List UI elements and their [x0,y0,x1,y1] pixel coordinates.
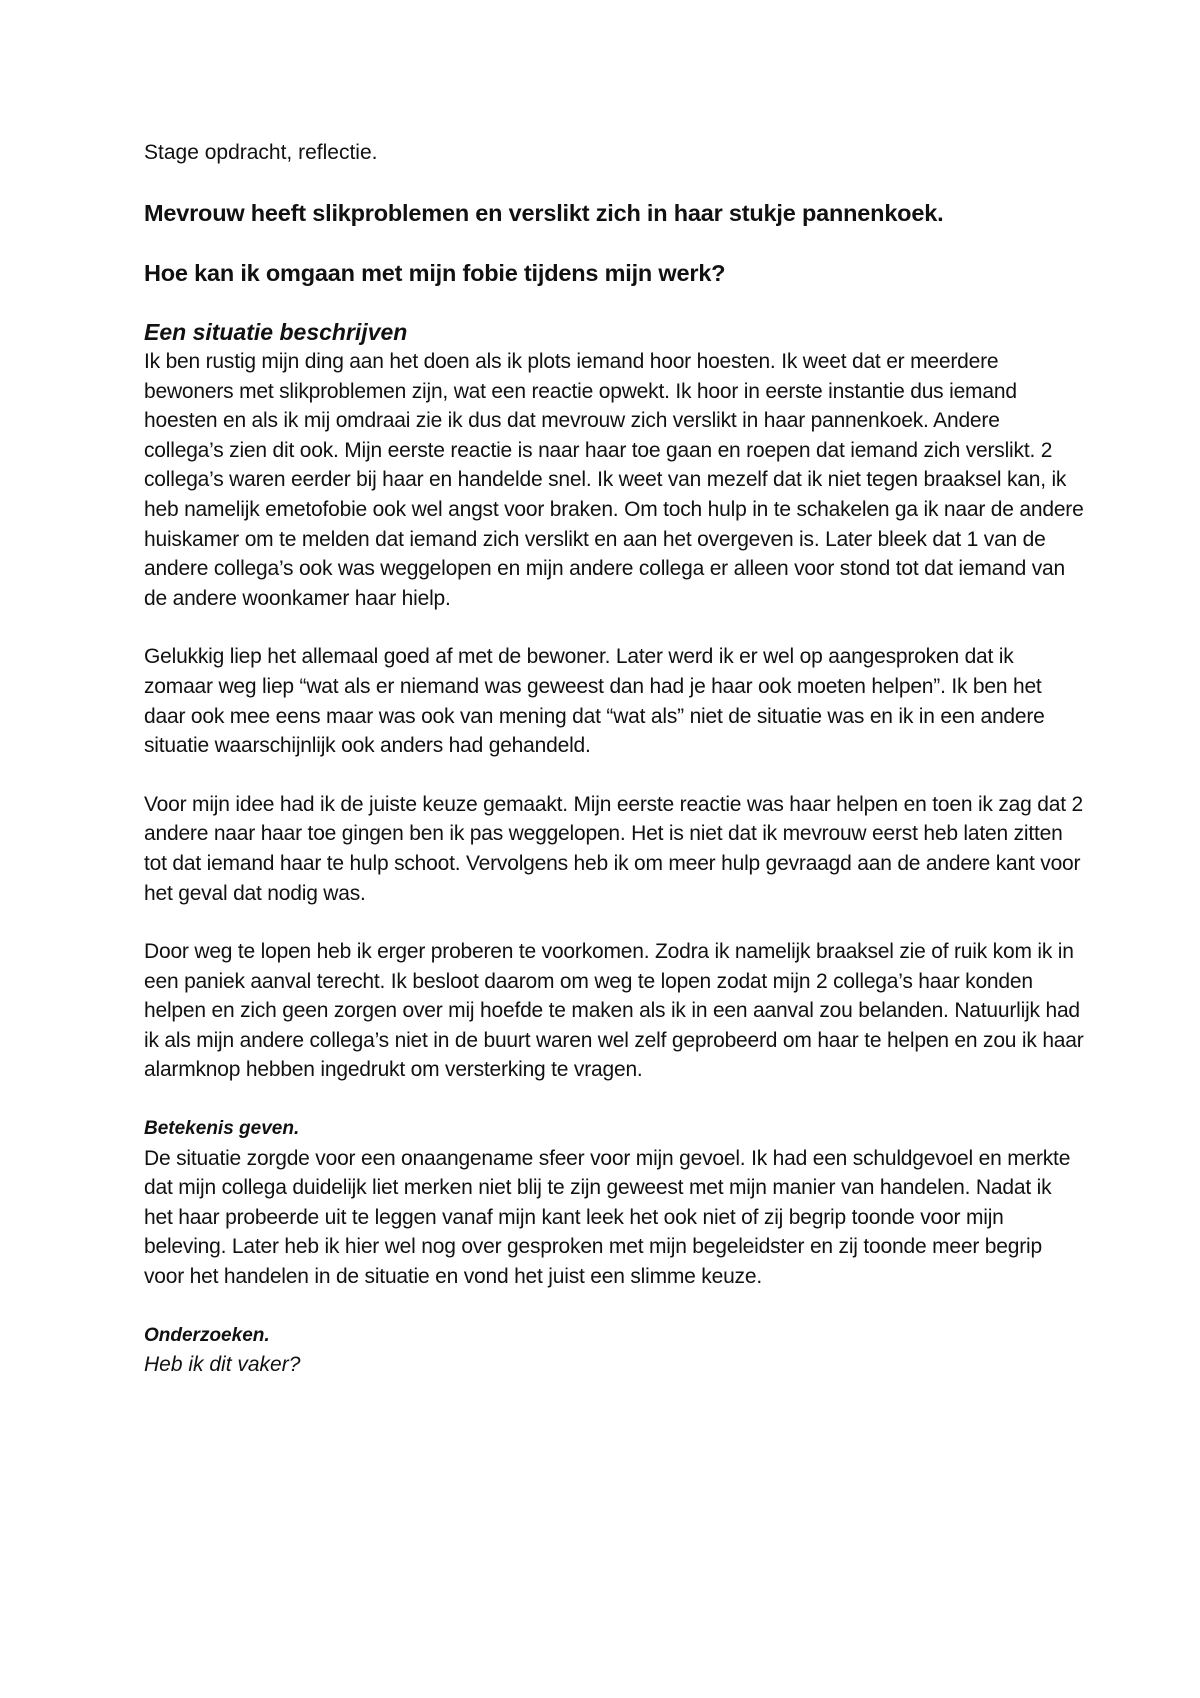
paragraph: Voor mijn idee had ik de juiste keuze gemaakt. Mijn eerste reactie was haar helpen en toen ik zag dat 2 andere naar haar toe gingen ben ik pas weggelopen. Het is niet dat ik mevrouw eerst heb laten zitten tot dat iemand haar te hulp schoot. Vervolgens heb ik om meer hulp gevraagd aan de andere kant voor het geval dat nodig was. [144,792,1083,905]
document-page [144,138,1084,1380]
onderzoeken-question: Heb ik dit vaker? [144,1353,301,1377]
research-question: Hoe kan ik omgaan met mijn fobie tijdens mijn werk? [144,260,726,286]
section-heading-situatie: Een situatie beschrijven [144,319,408,345]
section-heading-betekenis: Betekenis geven. [144,1118,300,1140]
document-label: Stage opdracht, reflectie. [144,141,378,164]
paragraph: Gelukkig liep het allemaal goed af met de bewoner. Later werd ik er wel op aangesproken dat ik zomaar weg liep “wat als er niemand was geweest dan had je haar ook moeten helpen”. Ik ben het daar ook mee eens maar was ook van mening dat “wat als” niet de situatie was en ik in een andere situatie waarschijnlijk ook anders had gehandeld. [144,645,1045,758]
paragraph: Ik ben rustig mijn ding aan het doen als ik plots iemand hoor hoesten. Ik weet dat er meerdere bewoners met slikproblemen zijn, wat een reactie opwekt. Ik hoor in eerste instantie dus iemand hoesten en als ik mij omdraai zie ik dus dat mevrouw zich verslikt in haar pannenkoek. Andere collega’s zien dit ook. Mijn eerste reactie is naar haar toe gaan en roepen dat iemand zich verslikt. 2 collega’s waren eerder bij haar en handelde snel. Ik weet van mezelf dat ik niet tegen braaksel kan, ik heb namelijk emetofobie ook wel angst voor braken. Om toch hulp in te schakelen ga ik naar de andere huiskamer om te melden dat iemand zich verslikt en aan het overgeven is. Later bleek dat 1 van de andere collega’s ook was weggelopen en mijn andere collega er alleen voor stond tot dat iemand van de andere woonkamer haar hielp. [144,350,1084,610]
paragraph: De situatie zorgde voor een onaangename sfeer voor mijn gevoel. Ik had een schuldgevoel en merkte dat mijn collega duidelijk liet merken niet blij te zijn geweest met mijn manier van handelen. Nadat ik het haar probeerde uit te leggen vanaf mijn kant leek het ook niet of zij begrip toonde voor mijn beleving. Later heb ik hier wel nog over gesproken met mijn begeleidster en zij toonde meer begrip voor het handelen in de situatie en vond het juist een slimme keuze. [144,1146,1071,1289]
document-title: Mevrouw heeft slikproblemen en verslikt zich in haar stukje pannenkoek. [144,200,944,226]
paragraph: Door weg te lopen heb ik erger proberen te voorkomen. Zodra ik namelijk braaksel zie of ruik kom ik in een paniek aanval terecht. Ik besloot daarom om weg te lopen zodat mijn 2 collega’s haar konden helpen en zich geen zorgen over mij hoefde te maken als ik in een aanval zou belanden. Natuurlijk had ik als mijn andere collega’s niet in de buurt waren wel zelf geprobeerd om haar te helpen en zou ik haar alarmknop hebben ingedrukt om versterking te vragen. [144,940,1084,1082]
section-heading-onderzoeken: Onderzoeken. [144,1324,270,1346]
